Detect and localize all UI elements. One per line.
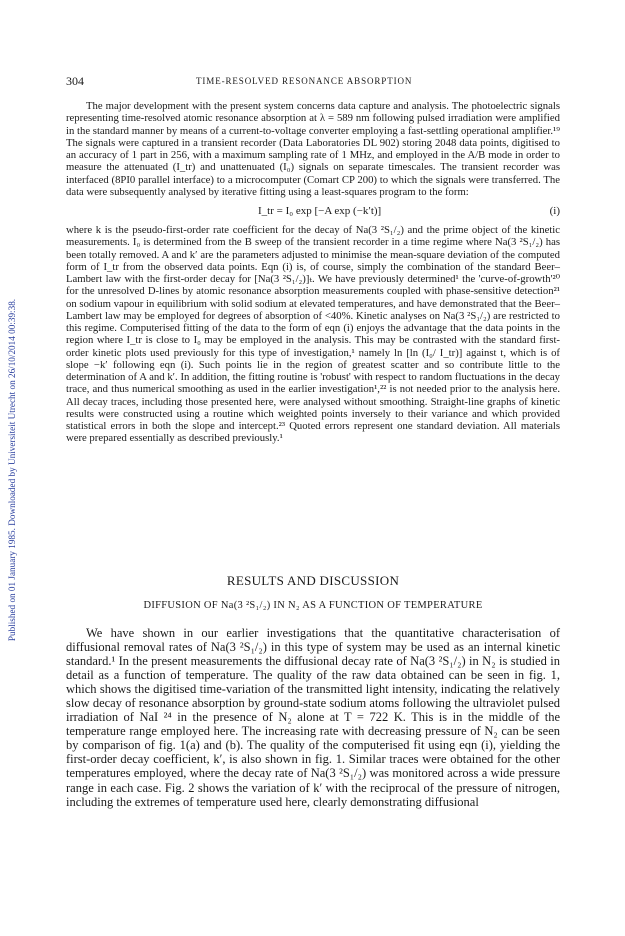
paragraph-equation-explanation: where k is the pseudo-first-order rate coefficient for the decay of Na(3 ²S₁/₂) and the prime object of the kinetic measurements. I₀ is determined from the B sweep of the transient recorder in a time regime where Na(3 ²S₁/₂) has been totally removed. A and k′ are the parameters adjusted to minimise the mean-square deviation of the computed form of I_tr from the observed data points. Eqn (i) is, of course, simply the combination of the standard Beer–Lambert law with the first-order decay for [Na(3 ²S₁/₂)]ₜ. We have previously determined¹ the 'curve-of-growth'²⁰ for the unresolved D-lines by atomic resonance absorption measurements coupled with phase-sensitive detection²¹ on sodium vapour in equilibrium with solid sodium at elevated temperatures, and have demonstrated that the Beer–Lambert law may be employed for degrees of absorption of <40%. Kinetic analyses on Na(3 ²S₁/₂) are restricted to this regime. Computerised fitting of the data to the form of eqn (i) enjoys the advantage that the data points in the region where I_tr is close to I₀ may be employed in the analysis. This may be contrasted with the standard first-order kinetic plots used previously for this type of investigation,¹ namely ln [ln (I₀/ I_tr)] against t, which is of slope −k′ following eqn (i). Such points lie in the region of greatest scatter and so contribute little to the determination of A and k′. In addition, the fitting routine is 'robust' with respect to random fluctuations in the decay trace, and thus numerical smoothing as used in the earlier investigation¹,²² is not needed prior to the analysis here. All decay traces, including those presented here, were analysed without smoothing. Straight-line graphs of kinetic results were constructed using a routine which weighted points inversely to their variance and which provided statistical errors in both the slope and intercept.²³ Quoted errors represent one standard deviation. All materials were prepared essentially as described previously.¹ — [66, 224, 560, 445]
methods-text — [66, 100, 560, 445]
download-watermark — [2, 140, 22, 800]
paragraph-data-capture: The major development with the present system concerns data capture and analysis. The photoelectric signals representing time-resolved atomic resonance absorption at λ = 589 nm following pulsed irradiation were amplified in the standard manner by means of a current-to-voltage converter employing a fast-settling operational amplifier.¹⁹ The signals were captured in a transient recorder (Data Laboratories DL 902) storing 2048 data points, digitised to an accuracy of 1 part in 256, with a maximum sampling rate of 1 MHz, and employed in the A/B mode in order to measure the attenuated (I_tr) and unattenuated (I₀) signals on separate timescales. The transient recorder was interfaced (8PI0 parallel interface) to a microcomputer (Comart CP 200) to which the signals were transferred. The data were subsequently analysed by iterative fitting using a least-squares program to the form: — [66, 100, 560, 198]
equation-number: (i) — [549, 205, 560, 217]
section-heading-results: RESULTS AND DISCUSSION — [226, 573, 400, 588]
running-title: TIME-RESOLVED RESONANCE ABSORPTION — [196, 76, 413, 86]
download-watermark-text: Published on 01 January 1985. Downloaded by Universiteit Utrecht on 26/10/2014 00:39:38. — [7, 298, 18, 642]
paragraph-diffusion: We have shown in our earlier investigations that the quantitative characterisation of diffusional removal rates of Na(3 ²S₁/₂) in this type of system may be used as an internal kinetic standard.¹ In the present measurements the diffusional decay rate of Na(3 ²S₁/₂) in N₂ is studied in detail as a function of temperature. The quality of the raw data obtained can be seen in fig. 1, which shows the digitised time-variation of the transmitted light intensity, indicating the relatively slow decay of resonance absorption by ground-state sodium atoms following the ultraviolet pulsed irradiation of NaI ²⁴ in the presence of N₂ alone at T = 722 K. This is in the middle of the temperature range employed here. The increasing rate with decreasing pressure of N₂ can be seen by comparison of fig. 1(a) and (b). The quality of the computerised fit using eqn (i), yielding the first-order decay coefficient, k′, is also shown in fig. 1. Similar traces were obtained for the other temperatures employed, where the decay rate of Na(3 ²S₁/₂) was monitored across a wide pressure range in each case. Fig. 2 shows the variation of k′ with the reciprocal of the pressure of nitrogen, including the extremes of temperature used here, clearly demonstrating diffusional — [66, 626, 560, 809]
subsection-heading-diffusion: DIFFUSION OF Na(3 ²S₁/₂) IN N₂ AS A FUNCTION OF TEMPERATURE — [143, 600, 483, 611]
page-header — [66, 74, 560, 90]
page-number: 304 — [66, 74, 84, 88]
equation-i — [66, 203, 560, 221]
results-text — [66, 626, 560, 809]
equation-body: I_tr = I₀ exp [−A exp (−k′t)] — [258, 205, 382, 217]
